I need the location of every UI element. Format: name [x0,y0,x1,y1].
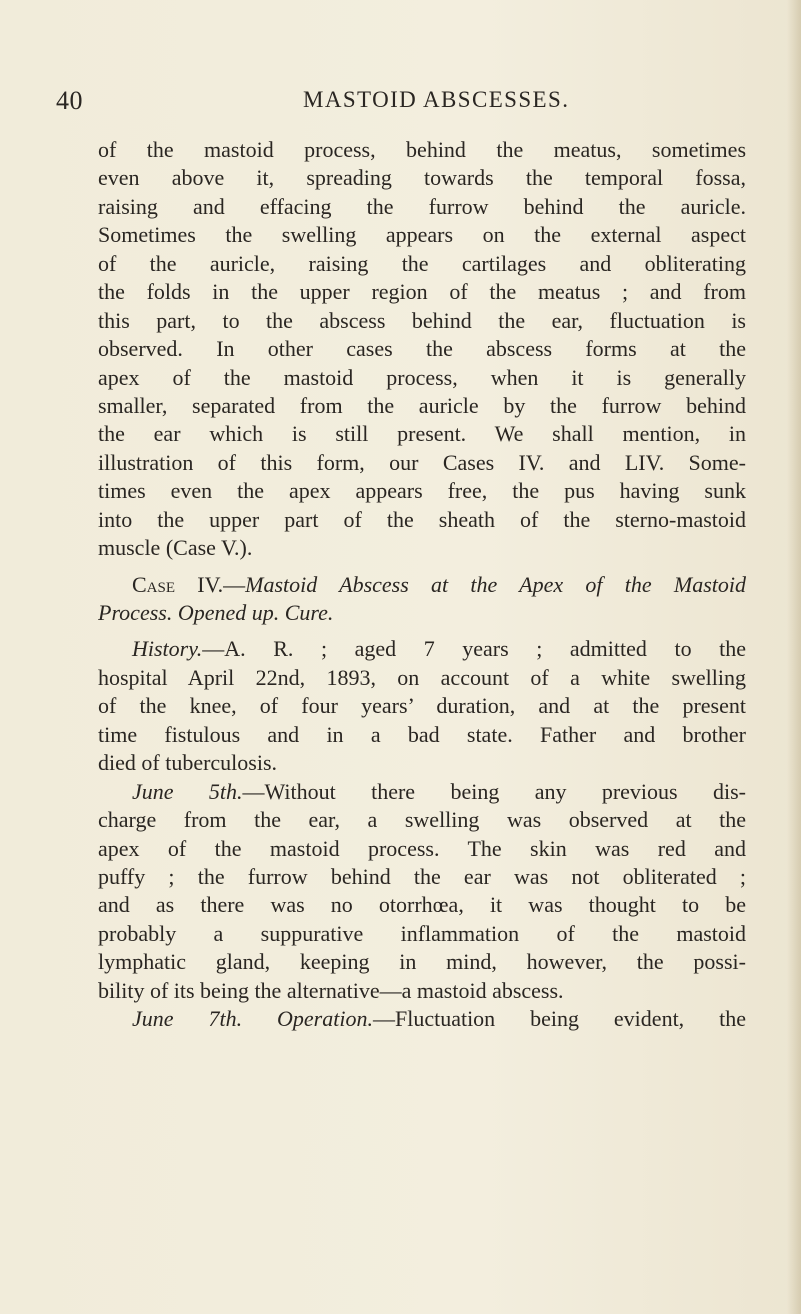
june-5-first-line [98,778,746,806]
text-line: charge from the ear, a swelling was observed at the [98,807,746,833]
june-7-first-line [98,1005,746,1033]
text-line: time fistulous and in a bad state. Father and brother [98,721,746,747]
june-5-date: June 5th. [132,778,243,804]
case-heading [98,571,746,628]
history-first-line [98,635,746,663]
text-line: died of tuberculosis. [98,750,278,776]
text-line: even above it, spreading towards the temporal fossa, [98,165,746,191]
text-line: apex of the mastoid process. The skin was red and [98,835,746,861]
page-header [56,86,746,122]
june-7-text: —Fluctuation being evident, the [372,1006,746,1032]
case-title: Mastoid Abscess at the Apex of the Mastoid [245,571,746,597]
text-line: apex of the mastoid process, when it is generally [98,364,746,390]
running-head: MASTOID ABSCESSES. [303,87,570,112]
text-line: times even the apex appears free, the pus having sunk [98,478,746,504]
case-title-continued: Process. Opened up. Cure. [98,600,334,625]
case-label: Case IV. [132,571,224,597]
text-line: illustration of this form, our Cases IV. and LIV. Some- [98,449,746,475]
text-line: hospital April 22nd, 1893, on account of a white swelling [98,664,746,690]
history-text: —A. R. ; aged 7 years ; admitted to the [202,636,746,662]
text-line: of the mastoid process, behind the meatus, sometimes [98,137,746,162]
june-5-paragraph [98,778,746,1006]
text-line: and as there was no otorrhœa, it was thought to be [98,892,746,918]
text-line: puffy ; the furrow behind the ear was not obliterated ; [98,863,746,889]
june-7-paragraph [98,1005,746,1033]
text-line: muscle (Case V.). [98,535,253,561]
text-line: of the knee, of four years’ duration, and at the present [98,693,746,719]
text-line: Sometimes the swelling appears on the external aspect [98,222,746,248]
body-text [98,136,746,1034]
text-line: lymphatic gland, keeping in mind, however, the possi- [98,949,746,975]
text-line: into the upper part of the sheath of the sterno-mastoid [98,506,746,532]
case-heading-line [98,571,746,599]
text-line: this part, to the abscess behind the ear, fluctuation is [98,307,746,333]
text-line: probably a suppurative inflammation of the mastoid [98,920,746,946]
text-line: raising and effacing the furrow behind the auricle. [98,193,746,219]
text-line: the folds in the upper region of the meatus ; and from [98,279,746,305]
text-line: of the auricle, raising the cartilages and obliterating [98,250,746,276]
text-line: the ear which is still present. We shall mention, in [98,421,746,447]
text-line: observed. In other cases the abscess forms at the [98,336,746,362]
operation-label: Operation. [277,1006,373,1032]
history-paragraph [98,635,746,777]
paragraph-continuation [98,136,746,563]
text-line: bility of its being the alternative—a mastoid abscess. [98,977,564,1003]
history-label: History. [132,636,203,662]
text-line: smaller, separated from the auricle by the furrow behind [98,392,746,418]
page-edge-shadow [787,0,801,1314]
case-dash: — [223,571,246,597]
page-number: 40 [56,86,83,115]
june-5-text: —Without there being any previous dis- [242,778,746,804]
june-7-date: June 7th. [132,1006,243,1032]
